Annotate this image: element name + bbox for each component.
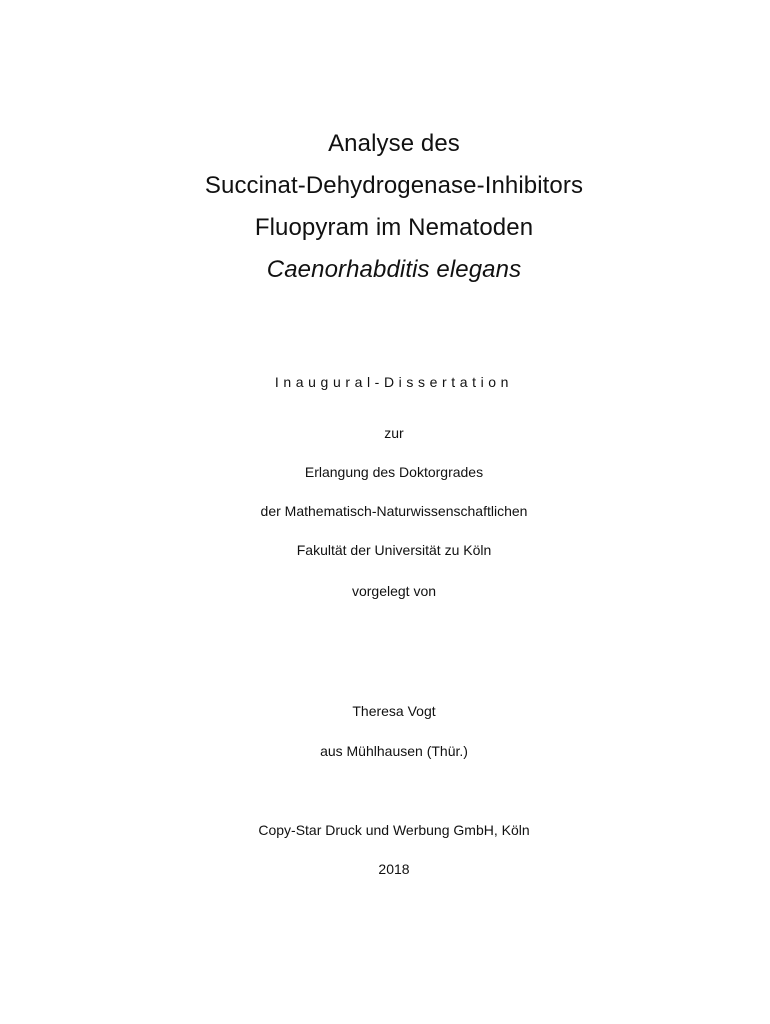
purpose-line-2: Erlangung des Doktorgrades (304, 464, 484, 480)
purpose-line-3: der Mathematisch-Naturwissenschaftlichen (260, 503, 528, 519)
purpose-line-1: zur (384, 425, 404, 441)
publisher: Copy-Star Druck und Werbung GmbH, Köln (258, 822, 530, 838)
author-name: Theresa Vogt (352, 703, 436, 719)
year: 2018 (378, 861, 410, 877)
purpose-line-4: Fakultät der Universität zu Köln (296, 542, 492, 558)
purpose-line-5: vorgelegt von (351, 583, 437, 599)
title-line-3: Fluopyram im Nematoden (254, 214, 534, 241)
title-line-4-species: Caenorhabditis elegans (266, 256, 522, 283)
title-line-1: Analyse des (328, 130, 460, 157)
document-type: Inaugural-Dissertation (274, 374, 514, 390)
author-origin: aus Mühlhausen (Thür.) (320, 743, 468, 759)
title-line-2: Succinat-Dehydrogenase-Inhibitors (204, 172, 584, 199)
